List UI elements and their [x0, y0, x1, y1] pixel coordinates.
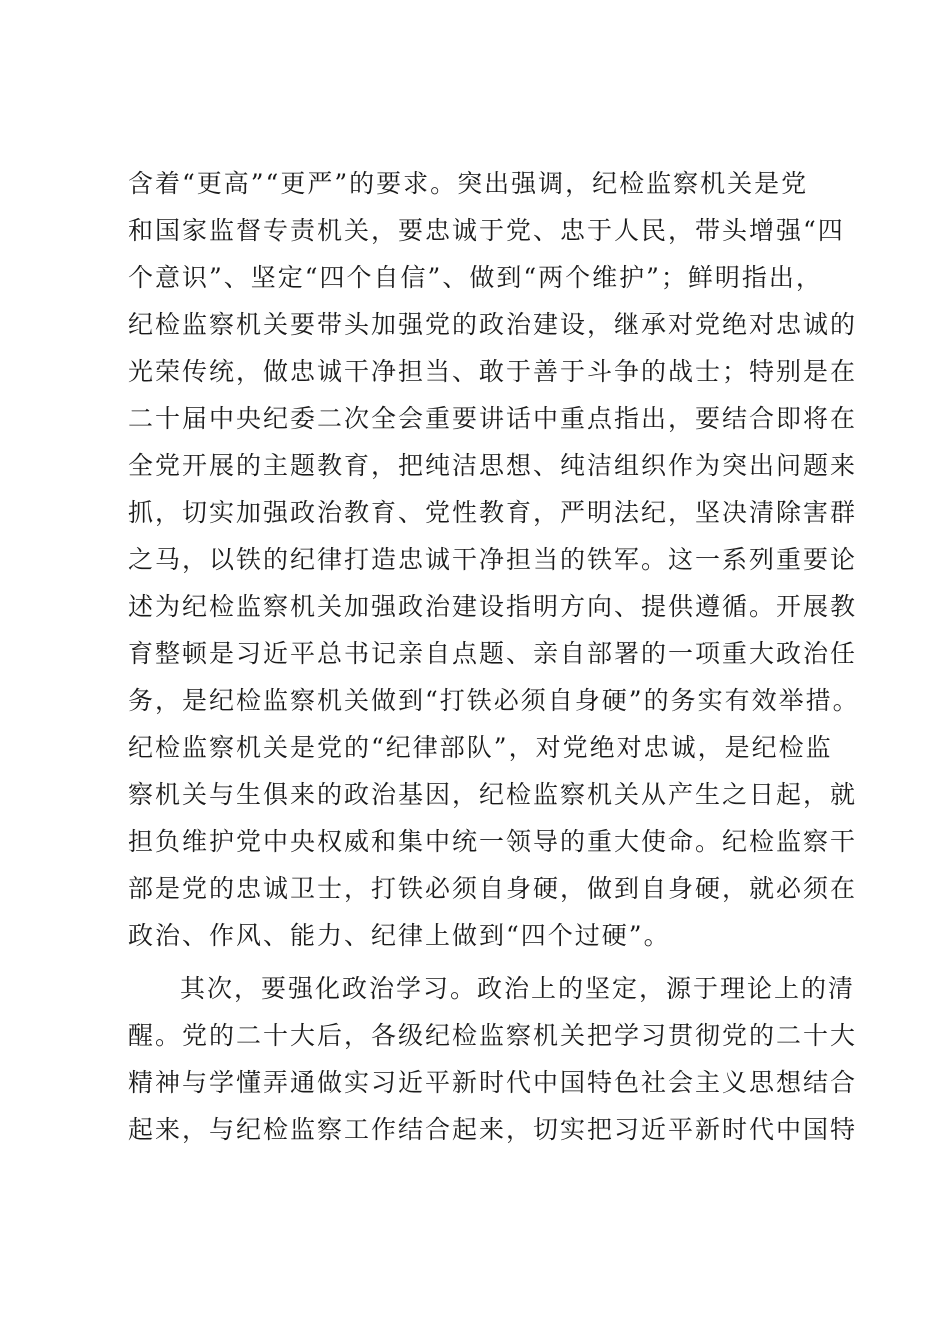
text-line: 部是党的忠诚卫士，打铁必须自身硬，做到自身硬，就必须在: [128, 874, 858, 903]
text-line: 察机关与生俱来的政治基因，纪检监察机关从产生之日起，就: [128, 780, 858, 809]
text-line: 述为纪检监察机关加强政治建设指明方向、提供遵循。开展教: [128, 592, 858, 621]
text-line: 纪检监察机关要带头加强党的政治建设，继承对党绝对忠诚的: [128, 310, 858, 339]
text-line: 务，是纪检监察机关做到“打铁必须自身硬”的务实有效举措。: [128, 686, 860, 715]
text-line: 育整顿是习近平总书记亲自点题、亲自部署的一项重大政治任: [128, 639, 858, 668]
paragraph-1: [128, 160, 860, 959]
text-line: 精神与学懂弄通做实习近平新时代中国特色社会主义思想结合: [128, 1068, 858, 1097]
text-line: 二十届中央纪委二次全会重要讲话中重点指出，要结合即将在: [128, 404, 858, 433]
text-line: 光荣传统，做忠诚干净担当、敢于善于斗争的战士；特别是在: [128, 357, 858, 386]
paragraph-2: [128, 965, 858, 1153]
text-line: 之马，以铁的纪律打造忠诚干净担当的铁军。这一系列重要论: [128, 545, 858, 574]
text-line: 起来，与纪检监察工作结合起来，切实把习近平新时代中国特: [128, 1115, 858, 1144]
text-line: 含着“更高”“更严”的要求。突出强调，纪检监察机关是党: [128, 169, 809, 198]
text-line: 其次，要强化政治学习。政治上的坚定，源于理论上的清: [180, 974, 856, 1003]
text-line: 醒。党的二十大后，各级纪检监察机关把学习贯彻党的二十大: [128, 1021, 858, 1050]
text-line: 全党开展的主题教育，把纯洁思想、纯洁组织作为突出问题来: [128, 451, 858, 480]
text-line: 个意识”、坚定“四个自信”、做到“两个维护”；鲜明指出，: [128, 263, 823, 292]
text-line: 政治、作风、能力、纪律上做到“四个过硬”。: [128, 921, 671, 950]
document-body: [128, 160, 860, 1153]
text-line: 纪检监察机关是党的“纪律部队”，对党绝对忠诚，是纪检监: [128, 733, 833, 762]
text-line: 抓，切实加强政治教育、党性教育，严明法纪，坚决清除害群: [128, 498, 858, 527]
text-line: 担负维护党中央权威和集中统一领导的重大使命。纪检监察干: [128, 827, 858, 856]
text-line: 和国家监督专责机关，要忠诚于党、忠于人民，带头增强“四: [128, 216, 845, 245]
